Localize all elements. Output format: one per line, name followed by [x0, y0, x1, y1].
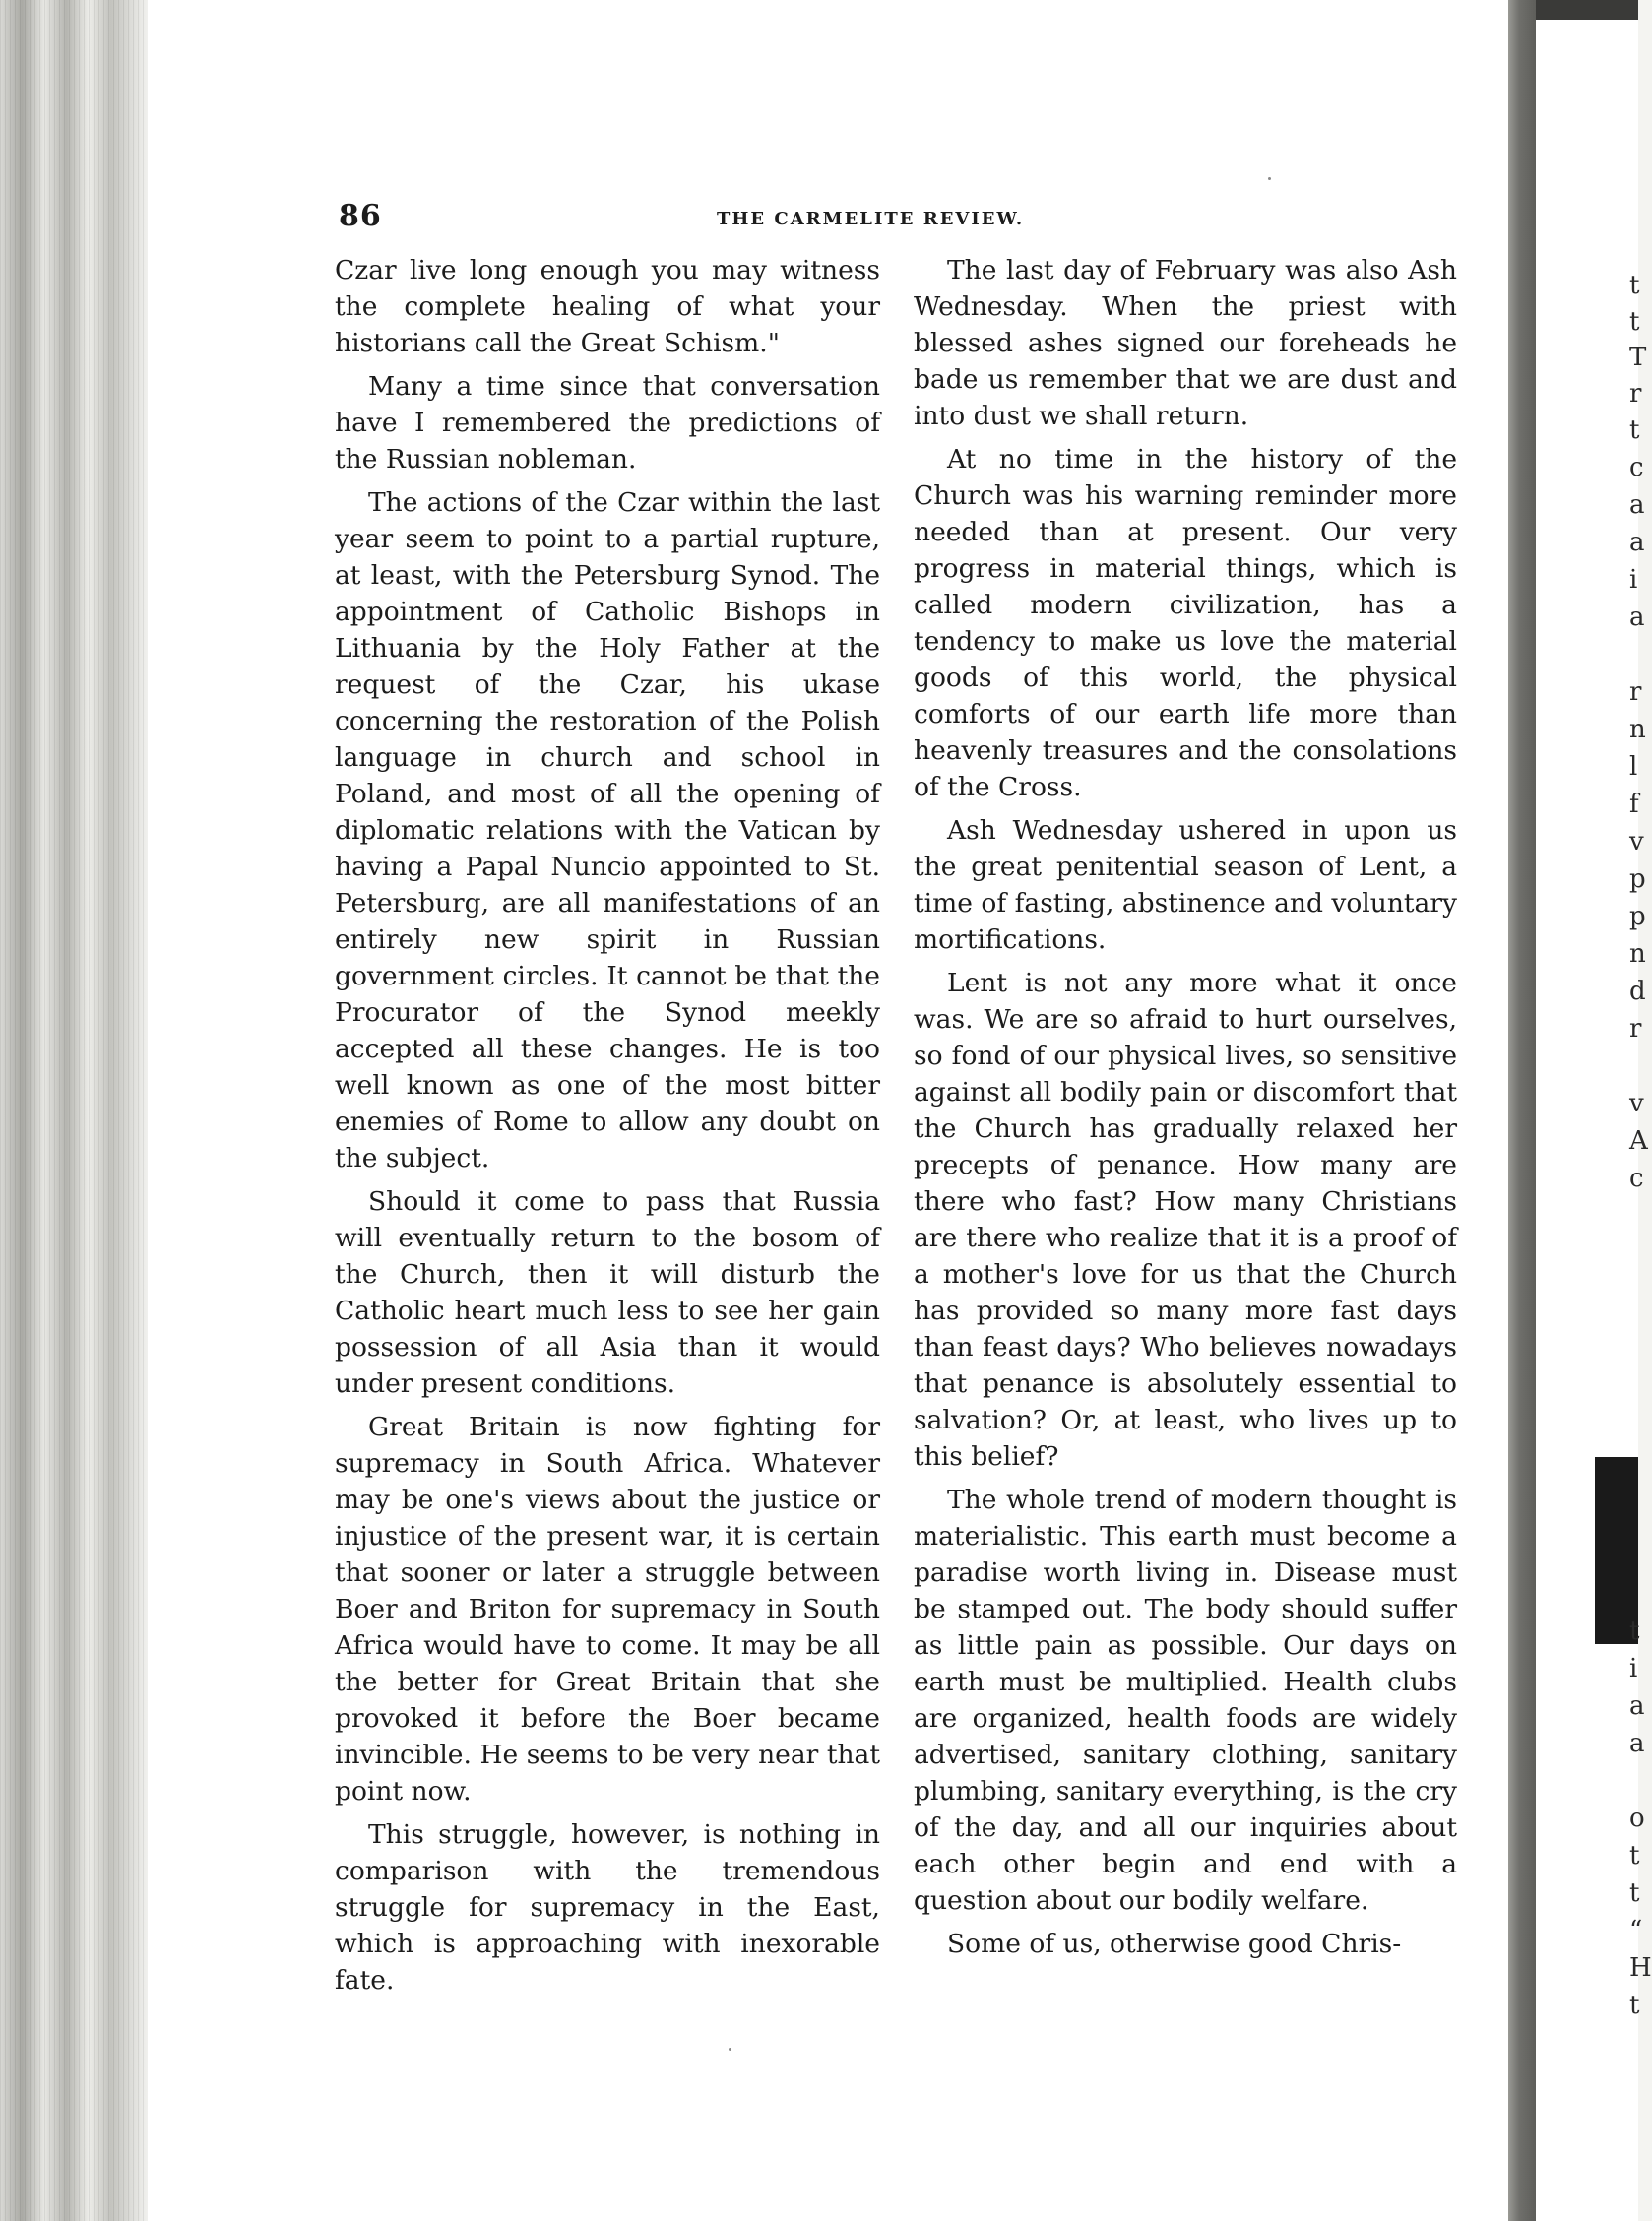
book-page-edge — [0, 0, 148, 2221]
facing-page-fragment: t — [1629, 1617, 1640, 1646]
paragraph: Should it come to pass that Russia will eventually return to the bosom of the Church, then it will disturb the Catholic heart much less to see her gain possession of all Asia than it would under present conditions. — [335, 1186, 880, 1399]
facing-page-fragment: p — [1629, 864, 1646, 894]
facing-page-fragment: p — [1629, 902, 1646, 931]
paragraph: Great Britain is now fighting for supremacy in South Africa. Whatever may be one's views about the justice or injustice of the present war, it is certain that sooner or later a struggle between Boer and Briton for supremacy in South Africa would have to come. It may be all the better for Great Britain that she provoked it before the Boer became invincible. He seems to be very near that point now. — [335, 1412, 880, 1807]
facing-page — [1536, 0, 1638, 2221]
page-number: 86 — [339, 199, 382, 233]
facing-page-fragment: n — [1629, 939, 1646, 969]
facing-page-fragment: r — [1629, 1014, 1642, 1044]
facing-page-fragment: a — [1629, 528, 1645, 557]
facing-page-fragment: t — [1629, 1841, 1640, 1871]
facing-page-fragment: i — [1629, 565, 1638, 595]
facing-page-fragment: v — [1629, 827, 1644, 857]
facing-page-fragment: n — [1629, 715, 1646, 744]
facing-page-fragment: c — [1629, 1164, 1644, 1193]
facing-page-fragment: l — [1629, 752, 1638, 782]
facing-page-fragment: t — [1629, 307, 1640, 337]
facing-page-fragment: c — [1629, 453, 1644, 482]
paragraph: Lent is not any more what it once was. We are so afraid to hurt ourselves, so fond of our physical lives, so sensitive against all bodily pain or discomfort that the Church has gradually relaxed her precepts of penance. How many are there who fast? How many Christians are there who realize that it is a proof of a mother's love for us that the Church has provided so many more fast days than feast days? Who believes nowadays that penance is absolutely essential to salvation? Or, at least, who lives up to this belief? — [914, 968, 1457, 1472]
paragraph: At no time in the history of the Church was his warning reminder more needed than at present. Our very progress in material things, which is called modern civilization, has a tendency to make us love the material goods of this world, the physical comforts of our earth life more than heavenly treasures and the consolations of the Cross. — [914, 444, 1457, 802]
facing-page-fragment: t — [1629, 415, 1640, 445]
facing-page-fragment: A — [1629, 1126, 1648, 1156]
paper-speck — [1268, 177, 1271, 180]
facing-page-fragment: H — [1629, 1953, 1652, 1983]
facing-page-top-shadow — [1536, 0, 1638, 20]
facing-page-fragment: t — [1629, 271, 1640, 300]
facing-page-fragment: t — [1629, 1991, 1640, 2020]
paper-speck — [729, 2048, 731, 2051]
facing-page-fragment: “ — [1629, 1916, 1643, 1945]
facing-page-fragment: o — [1629, 1804, 1645, 1833]
facing-page-fragment: t — [1629, 1878, 1640, 1908]
facing-page-fragment: a — [1629, 490, 1645, 520]
paragraph: This struggle, however, is nothing in comparison with the tremendous struggle for supremacy in the East, which is approaching with inexorable fate. — [335, 1819, 880, 1996]
facing-page-fragment: r — [1629, 677, 1642, 707]
right-column — [914, 252, 1457, 1969]
facing-page-fragment: a — [1629, 603, 1645, 632]
paragraph: Ash Wednesday ushered in upon us the great penitential season of Lent, a time of fasting, abstinence and voluntary mortifications. — [914, 815, 1457, 955]
facing-page-fragment: a — [1629, 1691, 1645, 1721]
facing-page-fragment: i — [1629, 1654, 1638, 1683]
facing-page-fragment: v — [1629, 1089, 1644, 1118]
running-title: THE CARMELITE REVIEW. — [717, 209, 1025, 229]
paragraph: Czar live long enough you may witness the complete healing of what your historians call the Great Schism." — [335, 255, 880, 358]
paragraph: The whole trend of modern thought is materialistic. This earth must become a paradise worth living in. Disease must be stamped out. The body should suffer as little pain as possible. Our days on earth must be multiplied. Health clubs are organized, health foods are widely advertised, sanitary clothing, sanitary plumbing, sanitary everything, is the cry of the day, and all our inquiries about each other begin and end with a question about our bodily welfare. — [914, 1485, 1457, 1916]
facing-page-fragment: r — [1629, 379, 1642, 409]
facing-page-fragment: a — [1629, 1729, 1645, 1758]
book-spine-shadow — [1508, 0, 1536, 2221]
paragraph: Many a time since that conversation have I remembered the predictions of the Russian nobleman. — [335, 371, 880, 475]
paragraph: Some of us, otherwise good Chris- — [947, 1929, 1402, 1959]
facing-page-fragment: T — [1629, 343, 1647, 372]
facing-page-fragment: f — [1629, 790, 1639, 819]
paragraph: The last day of February was also Ash Wednesday. When the priest with blessed ashes signed our foreheads he bade us remember that we are dust and into dust we shall return. — [914, 255, 1457, 431]
paragraph: The actions of the Czar within the last year seem to point to a partial rupture, at least, with the Petersburg Synod. The appointment of Catholic Bishops in Lithuania by the Holy Father at the request of the Czar, his ukase concerning the restoration of the Polish language in church and school in Poland, and most of all the opening of diplomatic relations with the Vatican by having a Papal Nuncio appointed to St. Petersburg, are all manifestations of an entirely new spirit in Russian government circles. It cannot be that the Procurator of the Synod meekly accepted all these changes. He is too well known as one of the most bitter enemies of Rome to allow any doubt on the subject. — [335, 487, 880, 1174]
left-column — [335, 252, 880, 2005]
facing-page-fragment: d — [1629, 977, 1646, 1006]
